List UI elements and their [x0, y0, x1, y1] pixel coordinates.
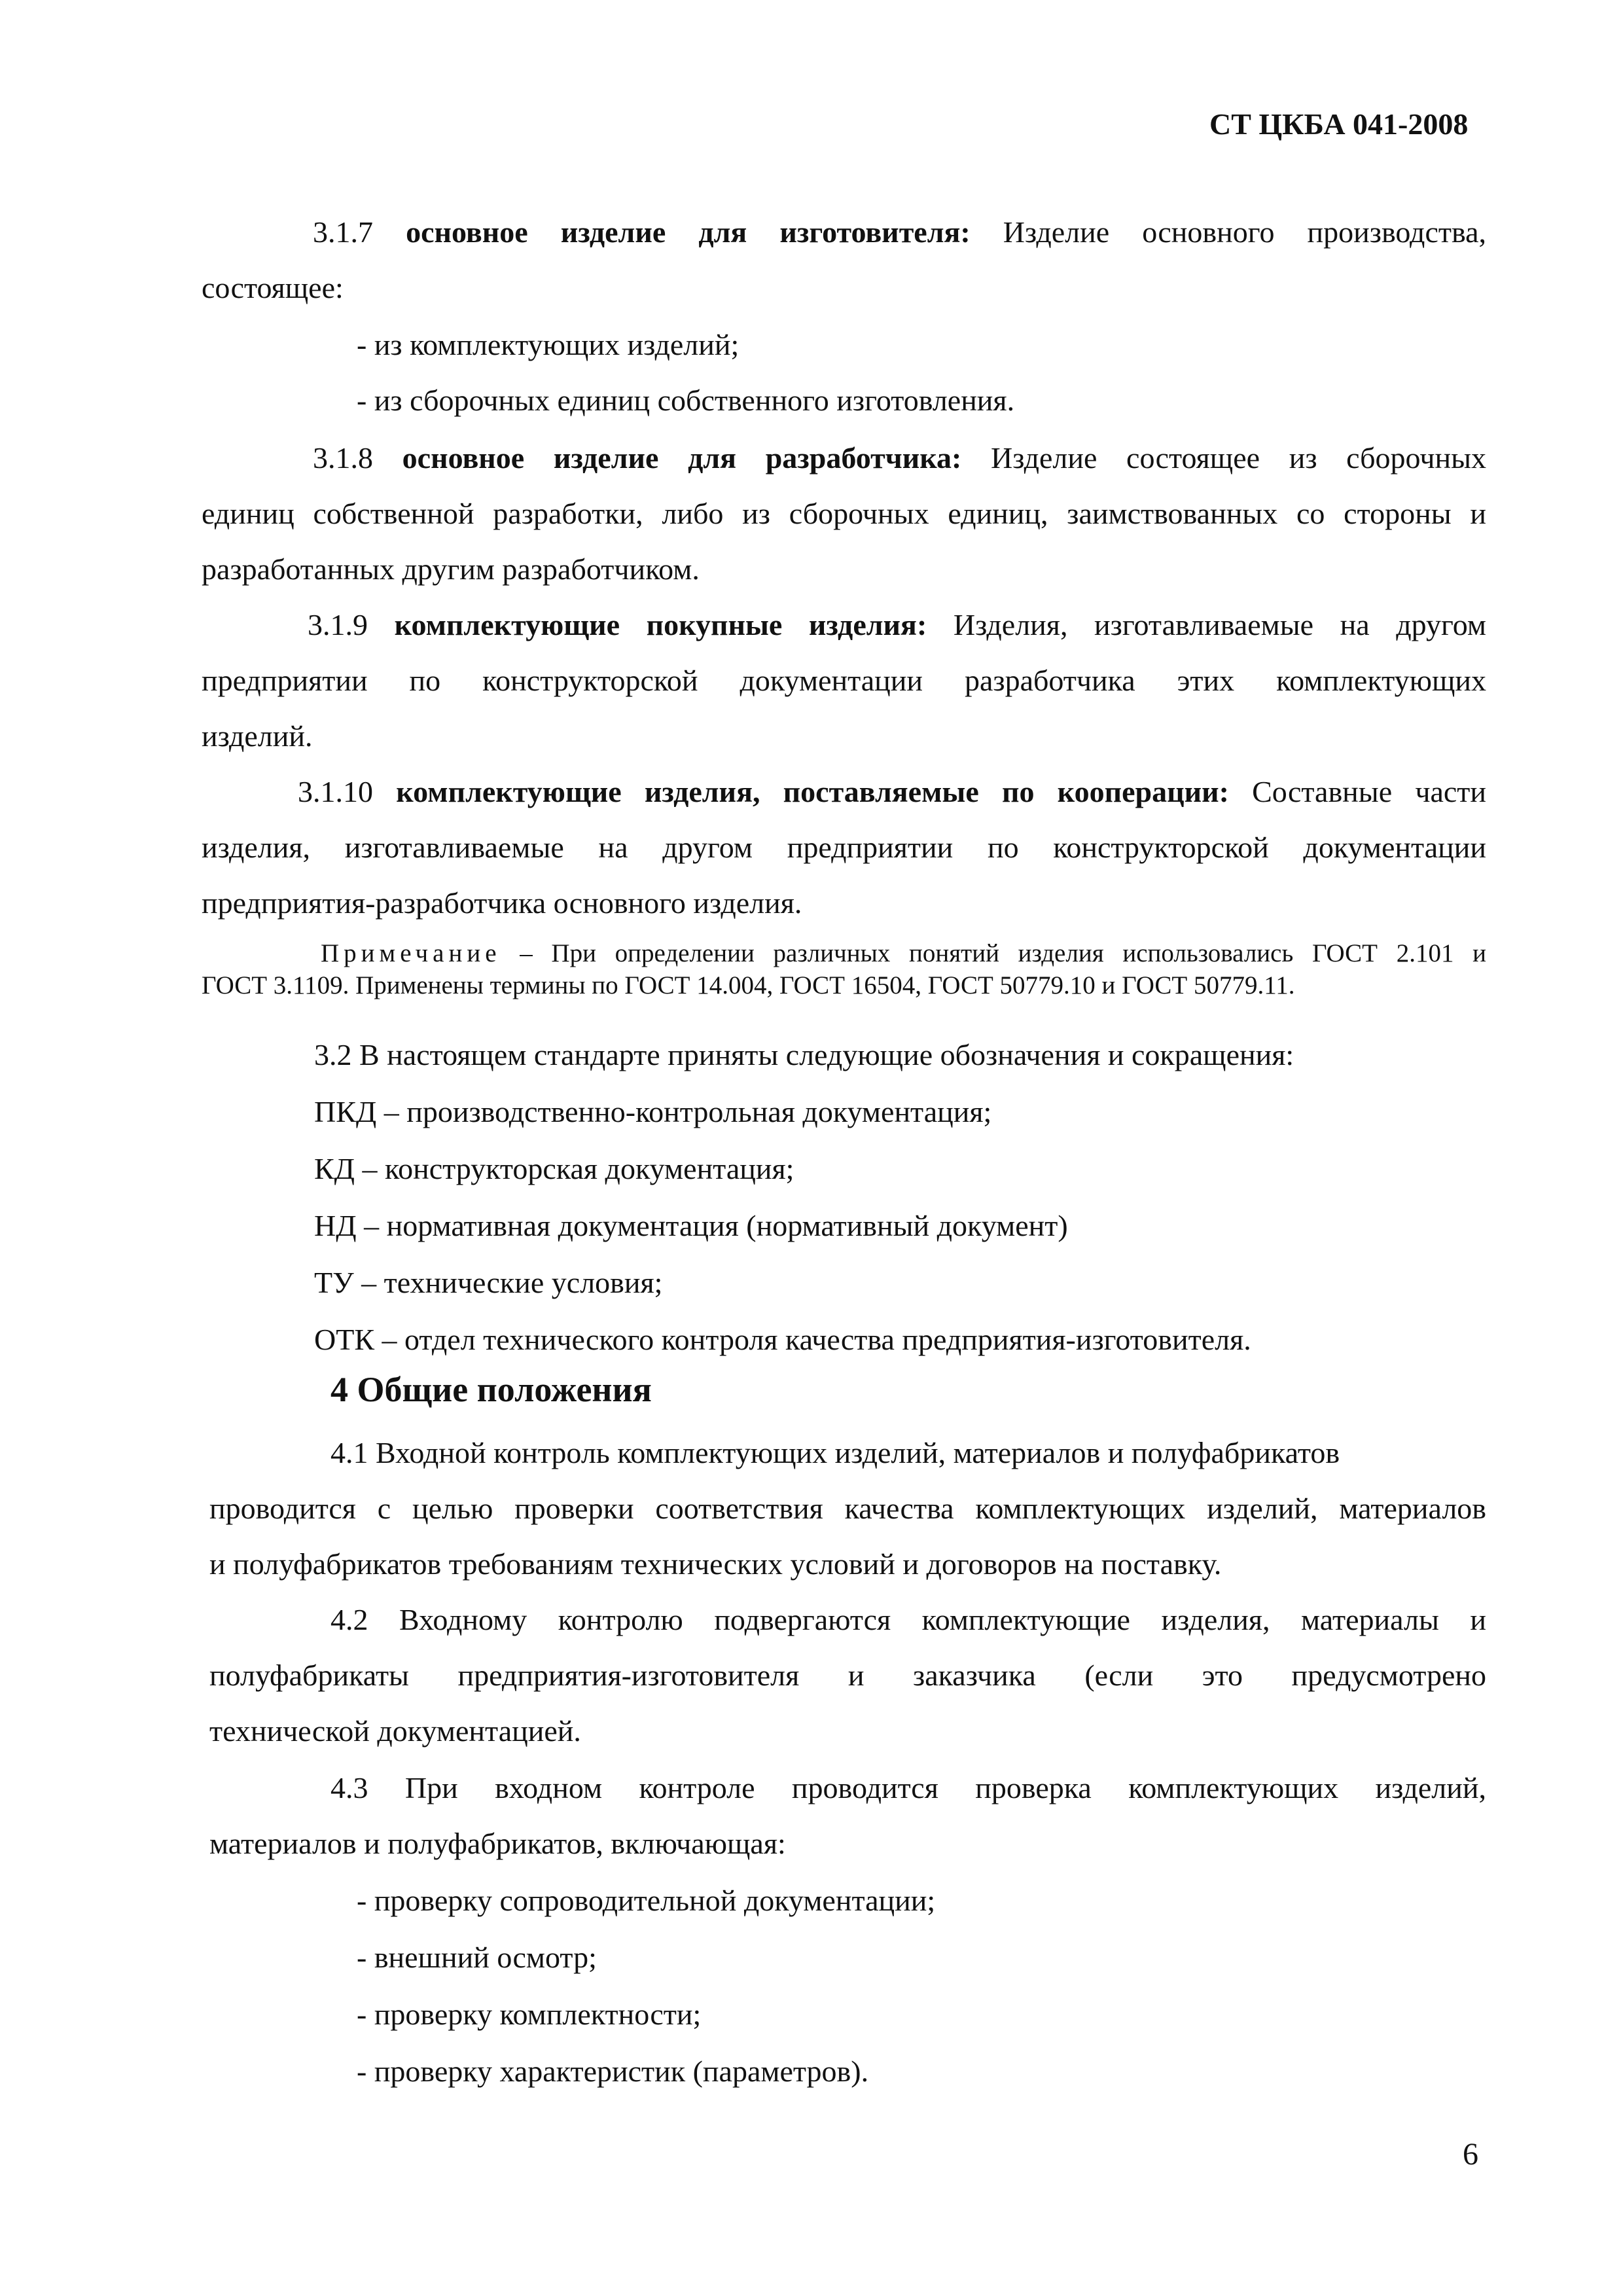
definition-text: Составные части: [1252, 775, 1487, 808]
clause-3-1-9-line-3: изделий.: [202, 719, 313, 753]
clause-3-2-intro: 3.2 В настоящем стандарте приняты следующие обозначения и сокращения:: [314, 1038, 1294, 1071]
clause-4-2-line-3: технической документацией.: [209, 1714, 581, 1748]
clause-3-1-7-first-line: [313, 213, 1486, 252]
clause-4-1-line-1: 4.1 Входной контроль комплектующих изделий, материалов и полуфабрикатов: [330, 1436, 1340, 1469]
note-line-1: [321, 938, 1486, 969]
list-item: - из комплектующих изделий;: [357, 328, 740, 361]
clause-4-2-line-1: 4.2 Входному контролю подвергаются комплектующие изделия, материалы и: [330, 1603, 1486, 1636]
clause-number: 3.1.9: [308, 608, 368, 641]
clause-3-1-8-line-2: единиц собственной разработки, либо из сборочных единиц, заимствованных со стороны и: [202, 497, 1486, 530]
term: основное изделие для изготовителя:: [406, 215, 971, 249]
note-text: – При определении различных понятий изделия использовались ГОСТ 2.101 и: [520, 939, 1487, 967]
clause-number: 3.1.8: [313, 441, 373, 475]
definition-text: Изделия, изготавливаемые на другом: [953, 608, 1487, 641]
note-label: Примечание: [321, 939, 501, 967]
clause-3-1-7-continuation: состоящее:: [202, 271, 344, 304]
clause-number: 3.1.7: [313, 215, 373, 249]
definition-text: Изделие основного производства,: [1003, 215, 1486, 249]
list-item: - из сборочных единиц собственного изготовления.: [357, 384, 1015, 417]
clause-3-1-8-first-line: [313, 439, 1486, 478]
list-item: - внешний осмотр;: [357, 1941, 597, 1974]
abbreviation-item: НД – нормативная документация (нормативный документ): [314, 1209, 1068, 1242]
note-line-2: ГОСТ 3.1109. Применены термины по ГОСТ 14.004, ГОСТ 16504, ГОСТ 50779.10 и ГОСТ 50779.11.: [202, 971, 1295, 999]
clause-3-1-8-line-3: разработанных другим разработчиком.: [202, 552, 700, 586]
clause-4-3-line-2: материалов и полуфабрикатов, включающая:: [209, 1827, 786, 1860]
abbreviation-item: КД – конструкторская документация;: [314, 1152, 794, 1185]
abbreviation-item: ПКД – производственно-контрольная документация;: [314, 1095, 992, 1128]
clause-4-1-line-3: и полуфабрикатов требованиям технических условий и договоров на поставку.: [209, 1547, 1222, 1581]
clause-3-1-9-line-2: предприятии по конструкторской документации разработчика этих комплектующих: [202, 664, 1486, 697]
document-code-header: СТ ЦКБА 041-2008: [1209, 107, 1469, 141]
clause-4-2-line-2: полуфабрикаты предприятия-изготовителя и заказчика (если это предусмотрено: [209, 1659, 1486, 1692]
clause-3-1-10-line-3: предприятия-разработчика основного изделия.: [202, 886, 802, 920]
clause-number: 3.1.10: [298, 775, 373, 808]
clause-3-1-9-first-line: [308, 605, 1486, 645]
section-heading: 4 Общие положения: [330, 1370, 652, 1409]
definition-text: Изделие состоящее из сборочных: [991, 441, 1487, 475]
list-item: - проверку комплектности;: [357, 1998, 702, 2031]
term: комплектующие изделия, поставляемые по кооперации:: [396, 775, 1229, 808]
list-item: - проверку характеристик (параметров).: [357, 2054, 869, 2088]
clause-4-1-line-2: проводится с целью проверки соответствия качества комплектующих изделий, материалов: [209, 1492, 1486, 1525]
clause-4-3-line-1: 4.3 При входном контроле проводится проверка комплектующих изделий,: [330, 1771, 1486, 1804]
clause-3-1-10-first-line: [298, 772, 1486, 812]
abbreviation-item: ТУ – технические условия;: [314, 1266, 663, 1299]
page-number: 6: [1463, 2137, 1478, 2172]
clause-3-1-10-line-2: изделия, изготавливаемые на другом предприятии по конструкторской документации: [202, 831, 1486, 864]
abbreviation-item: ОТК – отдел технического контроля качества предприятия-изготовителя.: [314, 1323, 1251, 1356]
list-item: - проверку сопроводительной документации;: [357, 1884, 936, 1917]
term: комплектующие покупные изделия:: [394, 608, 927, 641]
term: основное изделие для разработчика:: [402, 441, 962, 475]
